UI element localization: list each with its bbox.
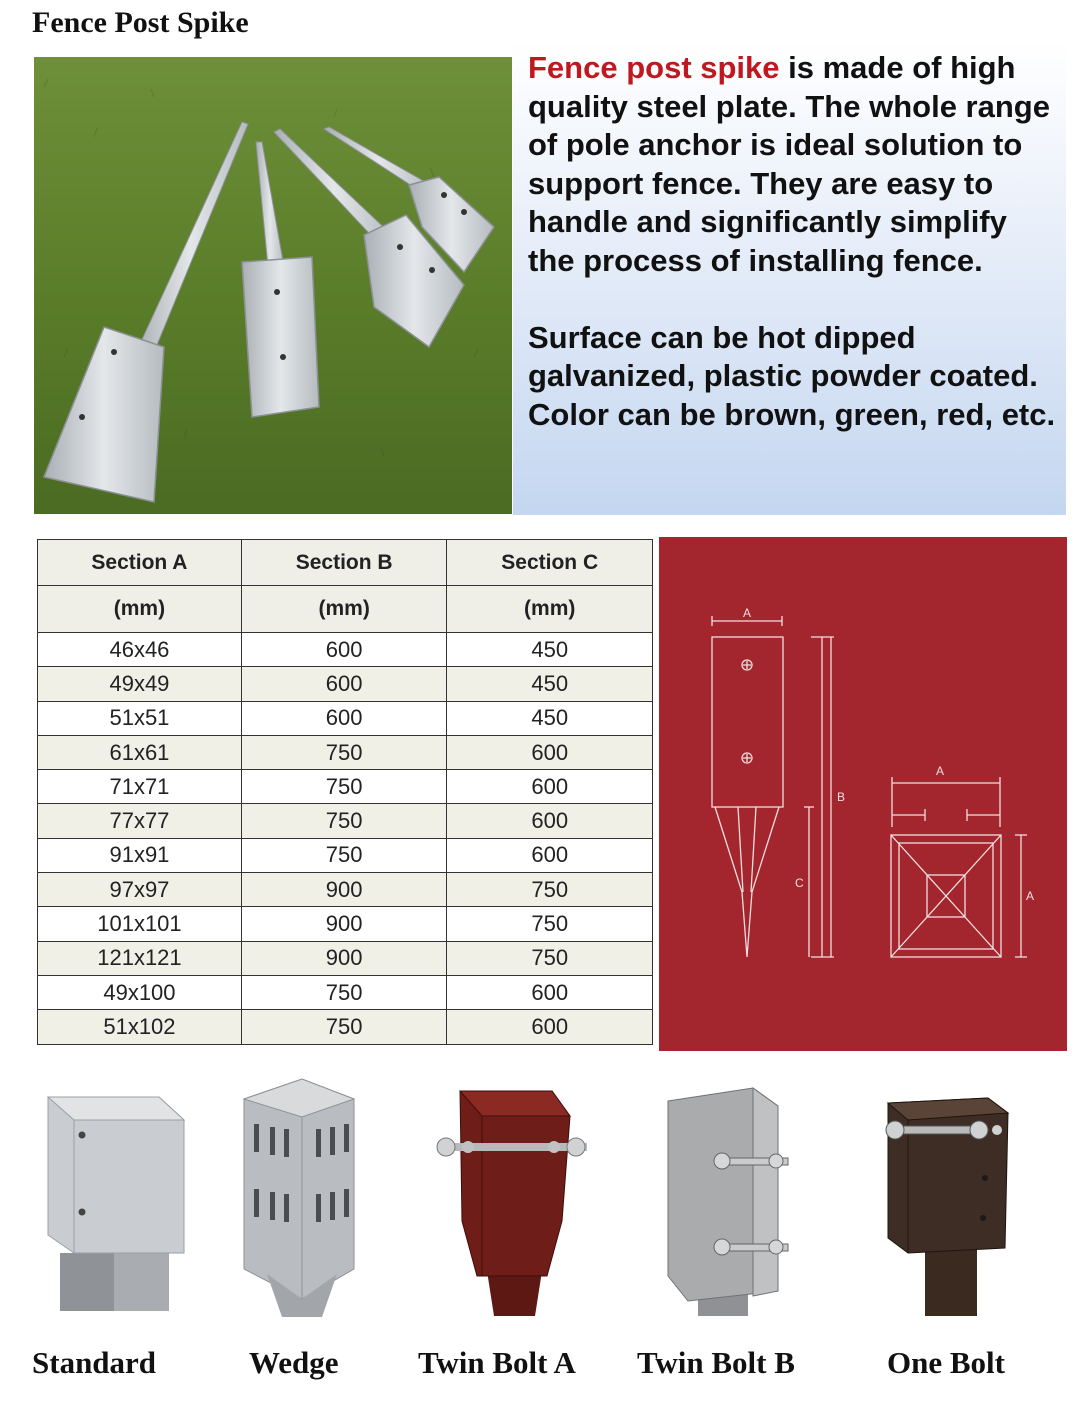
table-row [38,701,653,735]
cell-section-a: 121x121 [38,941,242,975]
cell-section-c: 600 [447,838,653,872]
cell-section-b: 750 [241,770,447,804]
cell-section-a: 51x51 [38,701,242,735]
label-a-plan-top: A [936,764,945,778]
table-row [38,941,653,975]
page-title: Fence Post Spike [32,6,249,39]
table-row [38,667,653,701]
unit-section-c: (mm) [447,586,653,633]
product-label-twin-bolt-b: Twin Bolt B [637,1345,795,1380]
product-label-one-bolt: One Bolt [887,1345,1005,1380]
cell-section-b: 600 [241,633,447,667]
table-row [38,735,653,769]
description-panel [513,41,1066,515]
header-section-a: Section A [38,540,242,586]
cell-section-b: 900 [241,873,447,907]
product-label-twin-bolt-a: Twin Bolt A [418,1345,576,1380]
spec-table [37,539,653,1045]
cell-section-a: 61x61 [38,735,242,769]
cell-section-c: 600 [447,975,653,1009]
label-a-plan-side: A [1026,889,1035,903]
cell-section-b: 750 [241,838,447,872]
product-image-twin-bolt-b [658,1076,805,1316]
label-c: C [795,876,804,890]
cell-section-a: 77x77 [38,804,242,838]
table-row [38,907,653,941]
cell-section-c: 600 [447,770,653,804]
description-text: is made of high quality steel plate. The whole range of pole anchor is ideal solution to support fence. They are easy to handle and significantly simplify the process of installing fence. [528,50,1050,278]
cell-section-c: 600 [447,735,653,769]
label-a-top: A [743,606,752,620]
cell-section-a: 101x101 [38,907,242,941]
label-b: B [837,790,846,804]
unit-section-a: (mm) [38,586,242,633]
cell-section-a: 71x71 [38,770,242,804]
spike-outline [715,807,779,957]
product-photo [34,57,512,514]
cell-section-a: 91x91 [38,838,242,872]
table-row [38,804,653,838]
product-image-standard [34,1075,197,1311]
cell-section-a: 49x49 [38,667,242,701]
product-image-twin-bolt-a [432,1071,590,1316]
technical-diagram [659,537,1067,1051]
cell-section-c: 750 [447,941,653,975]
header-section-b: Section B [241,540,447,586]
description-paragraph-2: Surface can be hot dipped galvanized, plastic powder coated. Color can be brown, green, red, etc. [528,319,1056,432]
table-row [38,838,653,872]
cell-section-b: 900 [241,907,447,941]
table-row [38,975,653,1009]
cell-section-c: 750 [447,907,653,941]
cell-section-a: 49x100 [38,975,242,1009]
cell-section-a: 51x102 [38,1010,242,1044]
cell-section-c: 450 [447,667,653,701]
cell-section-c: 600 [447,1010,653,1044]
cell-section-b: 750 [241,1010,447,1044]
cell-section-c: 450 [447,633,653,667]
table-row [38,873,653,907]
cell-section-c: 600 [447,804,653,838]
cell-section-a: 97x97 [38,873,242,907]
product-image-one-bolt [873,1078,1033,1316]
product-label-wedge: Wedge [249,1345,339,1380]
cell-section-b: 750 [241,804,447,838]
cell-section-b: 600 [241,667,447,701]
cell-section-b: 750 [241,975,447,1009]
cell-section-b: 600 [241,701,447,735]
cell-section-c: 450 [447,701,653,735]
table-row [38,1010,653,1044]
description-highlight: Fence post spike [528,50,780,85]
unit-section-b: (mm) [241,586,447,633]
table-row [38,770,653,804]
cell-section-b: 750 [241,735,447,769]
cell-section-a: 46x46 [38,633,242,667]
table-unit-row [38,586,653,633]
description-paragraph-1 [528,49,1056,281]
cell-section-b: 900 [241,941,447,975]
table-row [38,633,653,667]
cell-section-c: 750 [447,873,653,907]
header-section-c: Section C [447,540,653,586]
product-label-standard: Standard [32,1345,157,1380]
table-header-row [38,540,653,586]
product-image-wedge [232,1069,362,1317]
